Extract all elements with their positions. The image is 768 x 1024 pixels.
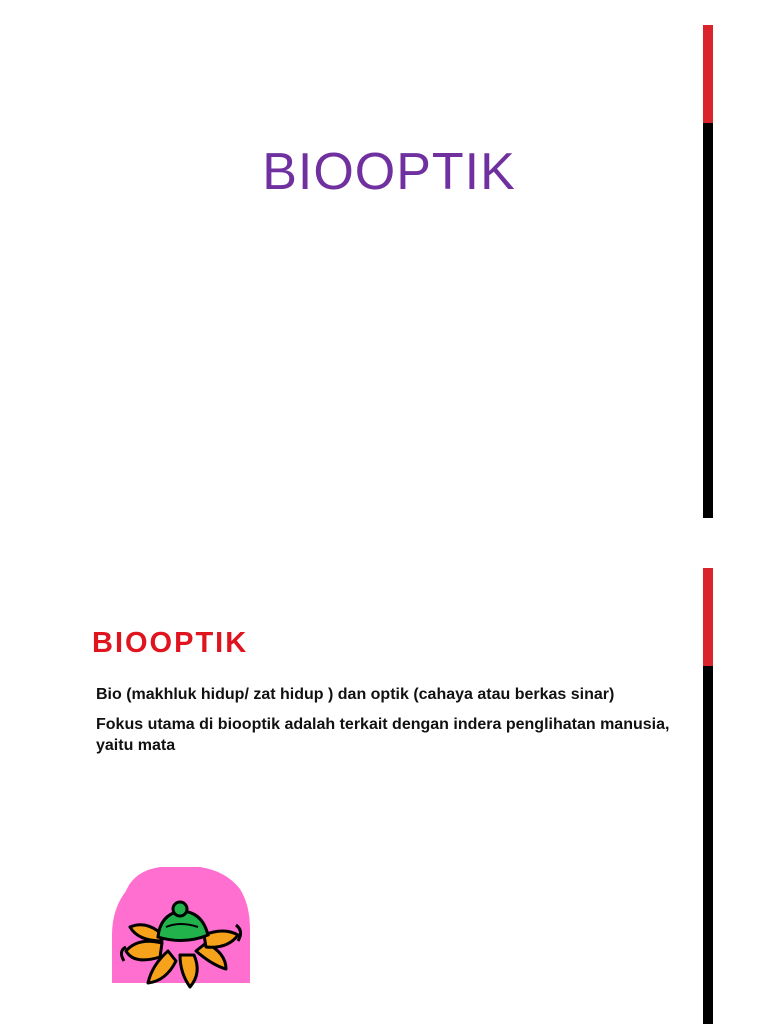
slide-heading: BIOOPTIK: [92, 627, 249, 659]
bullet-item: Bio (makhluk hidup/ zat hidup ) dan optik (cahaya atau berkas sinar): [96, 686, 615, 703]
accent-bar-red: [703, 568, 713, 666]
accent-bar: [703, 568, 713, 1024]
flower-clipart-icon: [108, 865, 253, 1007]
slide-2: [0, 543, 768, 1024]
accent-bar-red: [703, 25, 713, 123]
slide-title: BIOOPTIK: [262, 143, 516, 201]
bullet-list: [96, 684, 676, 765]
accent-bar-black: [703, 666, 713, 1024]
accent-bar: [703, 25, 713, 518]
bullet-item: Fokus utama di biooptik adalah terkait dengan indera penglihatan manusia, yaitu mata: [96, 716, 670, 754]
